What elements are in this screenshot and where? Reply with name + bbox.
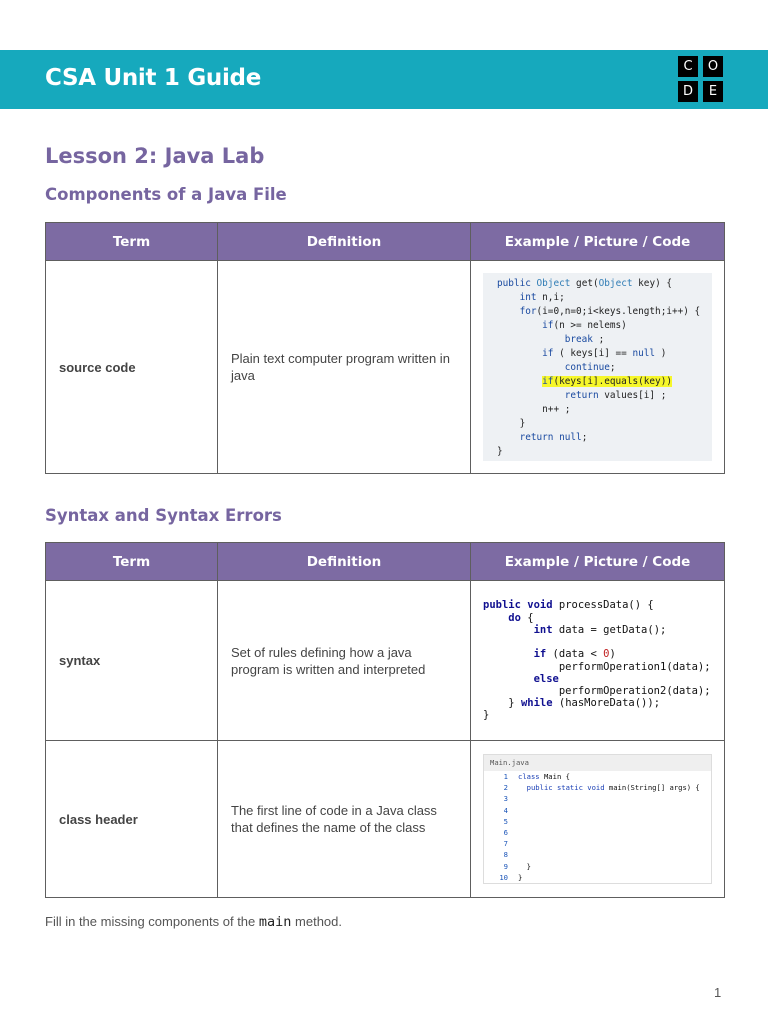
ide-code-line bbox=[484, 816, 711, 827]
page-number: 1 bbox=[714, 985, 722, 1000]
ide-editor bbox=[484, 771, 711, 883]
logo-letter: O bbox=[703, 56, 723, 77]
ide-code-line: 1 class Main { bbox=[484, 771, 711, 782]
table-header-row bbox=[46, 223, 725, 261]
definition-cell: Set of rules defining how a java program is written and interpreted bbox=[218, 581, 471, 741]
line-number: 10 bbox=[499, 872, 508, 882]
line-number: 8 bbox=[503, 850, 508, 860]
instruction-text-end: method. bbox=[291, 914, 342, 929]
line-number: 9 bbox=[503, 861, 508, 871]
inline-code: main bbox=[258, 914, 292, 930]
term-cell: class header bbox=[46, 741, 218, 898]
column-header-example: Example / Picture / Code bbox=[471, 543, 725, 581]
column-header-definition: Definition bbox=[218, 543, 471, 581]
example-cell bbox=[471, 261, 725, 474]
lesson-title: Lesson 2: Java Lab bbox=[45, 144, 265, 168]
line-number: 6 bbox=[503, 828, 508, 837]
guide-title: CSA Unit 1 Guide bbox=[45, 65, 262, 91]
syntax-table bbox=[45, 542, 725, 898]
ide-code-line bbox=[484, 827, 711, 838]
ide-file-tab: Main.java bbox=[484, 755, 711, 771]
header-banner bbox=[0, 50, 768, 109]
section-heading-syntax: Syntax and Syntax Errors bbox=[45, 506, 282, 525]
logo-letter: C bbox=[678, 56, 698, 77]
ide-code-line: 10 } bbox=[484, 872, 711, 883]
table-row bbox=[46, 741, 725, 898]
example-cell bbox=[471, 581, 725, 741]
definition-cell: Plain text computer program written in java bbox=[218, 261, 471, 474]
table-row bbox=[46, 261, 725, 474]
column-header-term: Term bbox=[46, 543, 218, 581]
ide-code-line: 9 } bbox=[484, 861, 711, 872]
line-number: 7 bbox=[503, 839, 508, 849]
term-cell: source code bbox=[46, 261, 218, 474]
code-snippet-object-get bbox=[483, 273, 712, 461]
instruction-text bbox=[45, 914, 342, 930]
logo-letter: E bbox=[703, 81, 723, 102]
example-cell bbox=[471, 741, 725, 898]
code-block: public Object get(Object key) { int n,i; for(i=0,n=0;i<keys.length;i++) { if(n >= nelems) break ; if ( keys[i] == null ) continue; if(keys[i].equals(key)) return values[i] ; n++ ; } return null; } bbox=[497, 278, 701, 457]
definition-cell: The first line of code in a Java class that defines the name of the class bbox=[218, 741, 471, 898]
components-table bbox=[45, 222, 725, 474]
term-cell: syntax bbox=[46, 581, 218, 741]
ide-code-line: 2 public static void main(String[] args) { bbox=[484, 782, 711, 793]
section-heading-components: Components of a Java File bbox=[45, 185, 287, 204]
line-number: 1 bbox=[503, 772, 508, 782]
logo-letter: D bbox=[678, 81, 698, 102]
line-number: 5 bbox=[503, 816, 508, 826]
column-header-example: Example / Picture / Code bbox=[471, 223, 725, 261]
ide-code-line bbox=[484, 793, 711, 804]
column-header-definition: Definition bbox=[218, 223, 471, 261]
table-row bbox=[46, 581, 725, 741]
ide-code-line bbox=[484, 805, 711, 816]
ide-code-line bbox=[484, 849, 711, 860]
line-number: 3 bbox=[503, 794, 508, 804]
table-header-row bbox=[46, 543, 725, 581]
column-header-term: Term bbox=[46, 223, 218, 261]
line-number: 4 bbox=[503, 805, 508, 815]
instruction-text-start: Fill in the missing components of the bbox=[45, 914, 259, 929]
code-logo bbox=[678, 56, 723, 102]
ide-screenshot bbox=[483, 754, 712, 884]
line-number: 2 bbox=[503, 783, 508, 793]
ide-code-line bbox=[484, 838, 711, 849]
code-snippet-process-data: public void processData() { do { int data = getData(); if (data < 0) performOperation1(data); else performOperation2(data); } while (hasMoreData()); } bbox=[483, 599, 711, 722]
